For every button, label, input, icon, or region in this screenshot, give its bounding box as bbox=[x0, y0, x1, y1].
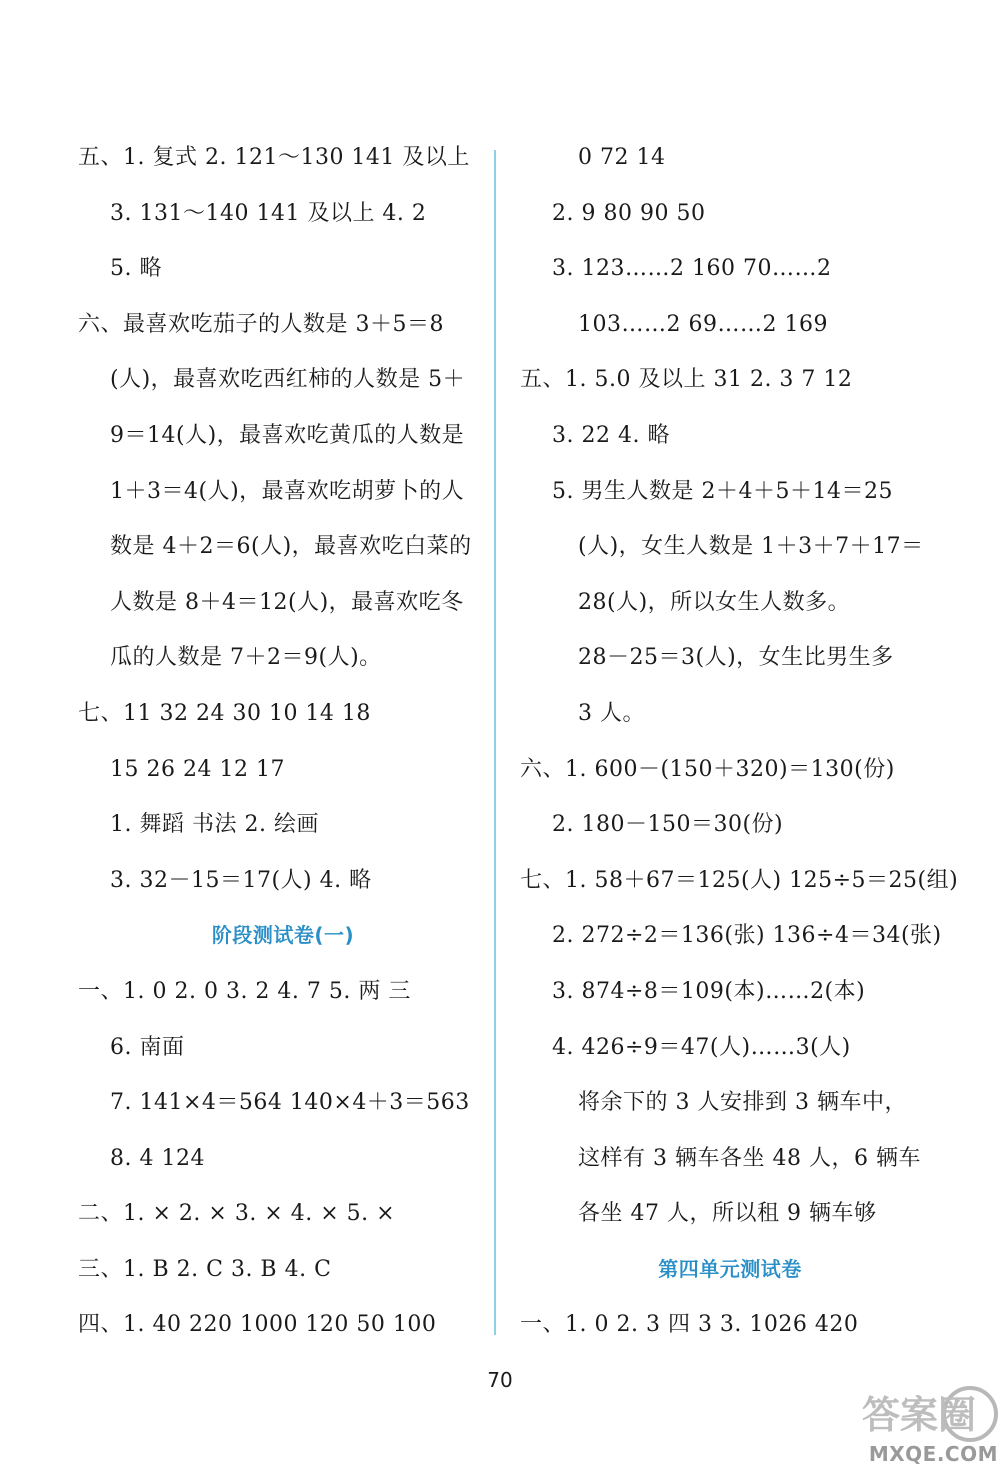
answer-line: 五、1. 复式 2. 121～130 141 及以上 bbox=[78, 145, 470, 170]
right-column bbox=[520, 130, 959, 1353]
answer-line: 瓜的人数是 7＋2＝9(人)。 bbox=[110, 645, 382, 671]
section-heading: 阶段测试卷(一) bbox=[211, 923, 355, 948]
answer-line: 各坐 47 人，所以租 9 辆车够 bbox=[578, 1201, 877, 1227]
answer-line: 28－25＝3(人)，女生比男生多 bbox=[578, 645, 894, 671]
watermark-logo-text: 答案圈 bbox=[862, 1393, 977, 1437]
answer-line: 0 72 14 bbox=[578, 145, 666, 170]
answer-line: 数是 4＋2＝6(人)，最喜欢吃白菜的 bbox=[110, 534, 472, 560]
answer-line: 3. 874÷8＝109(本)……2(本) bbox=[552, 978, 866, 1004]
answer-line: 2. 9 80 90 50 bbox=[552, 200, 706, 226]
answer-line: 一、1. 0 2. 3 四 3 3. 1026 420 bbox=[520, 1312, 859, 1338]
answer-line: 四、1. 40 220 1000 120 50 100 bbox=[78, 1312, 437, 1338]
watermark-logo-icon bbox=[858, 1384, 998, 1444]
watermark-site: MXQE.COM bbox=[868, 1442, 998, 1466]
answer-line: 3. 22 4. 略 bbox=[552, 422, 670, 448]
answer-line: 六、1. 600－(150＋320)＝130(份) bbox=[520, 756, 895, 782]
answer-line: 3. 131～140 141 及以上 4. 2 bbox=[110, 200, 427, 226]
answer-line: 这样有 3 辆车各坐 48 人，6 辆车 bbox=[578, 1145, 921, 1171]
answer-line: 将余下的 3 人安排到 3 辆车中， bbox=[578, 1090, 907, 1116]
answer-line: 4. 426÷9＝47(人)……3(人) bbox=[552, 1034, 851, 1060]
answer-line: 二、1. × 2. × 3. × 4. × 5. × bbox=[78, 1201, 396, 1227]
answer-line: 7. 141×4＝564 140×4＋3＝563 bbox=[110, 1090, 470, 1116]
answer-line: 3 人。 bbox=[578, 700, 645, 726]
answer-line: (人)，最喜欢吃西红柿的人数是 5＋ bbox=[110, 367, 466, 393]
watermark bbox=[858, 1384, 998, 1466]
answer-line: 15 26 24 12 17 bbox=[110, 756, 285, 782]
answer-line: 28(人)，所以女生人数多。 bbox=[578, 589, 851, 615]
answer-line: 5. 男生人数是 2＋4＋5＋14＝25 bbox=[552, 478, 893, 504]
answer-line: 1＋3＝4(人)，最喜欢吃胡萝卜的人 bbox=[110, 478, 465, 504]
answer-line: 五、1. 5.0 及以上 31 2. 3 7 12 bbox=[520, 367, 853, 393]
answer-line: 103……2 69……2 169 bbox=[578, 311, 828, 337]
answer-line: (人)，女生人数是 1＋3＋7＋17＝ bbox=[578, 534, 924, 560]
section-heading: 第四单元测试卷 bbox=[658, 1256, 802, 1281]
answer-line: 8. 4 124 bbox=[110, 1145, 205, 1171]
page-number: 70 bbox=[487, 1368, 513, 1392]
answer-line: 3. 123……2 160 70……2 bbox=[552, 256, 832, 282]
answer-line: 七、1. 58＋67＝125(人) 125÷5＝25(组) bbox=[520, 867, 959, 893]
left-column bbox=[78, 130, 488, 1353]
answer-line: 人数是 8＋4＝12(人)，最喜欢吃冬 bbox=[110, 589, 464, 615]
answer-line: 七、11 32 24 30 10 14 18 bbox=[78, 700, 371, 726]
answer-line: 9＝14(人)，最喜欢吃黄瓜的人数是 bbox=[110, 422, 465, 448]
column-divider bbox=[494, 150, 496, 1335]
answer-line: 2. 272÷2＝136(张) 136÷4＝34(张) bbox=[552, 923, 942, 949]
answer-line: 1. 舞蹈 书法 2. 绘画 bbox=[110, 812, 319, 838]
answer-line: 一、1. 0 2. 0 3. 2 4. 7 5. 两 三 bbox=[78, 978, 411, 1004]
answer-line: 2. 180－150＝30(份) bbox=[552, 812, 784, 838]
answer-line: 三、1. B 2. C 3. B 4. C bbox=[78, 1256, 332, 1282]
answer-line: 6. 南面 bbox=[110, 1034, 185, 1060]
answer-line: 3. 32－15＝17(人) 4. 略 bbox=[110, 867, 372, 893]
answer-line: 5. 略 bbox=[110, 256, 162, 282]
answer-line: 六、最喜欢吃茄子的人数是 3＋5＝8 bbox=[78, 311, 444, 337]
